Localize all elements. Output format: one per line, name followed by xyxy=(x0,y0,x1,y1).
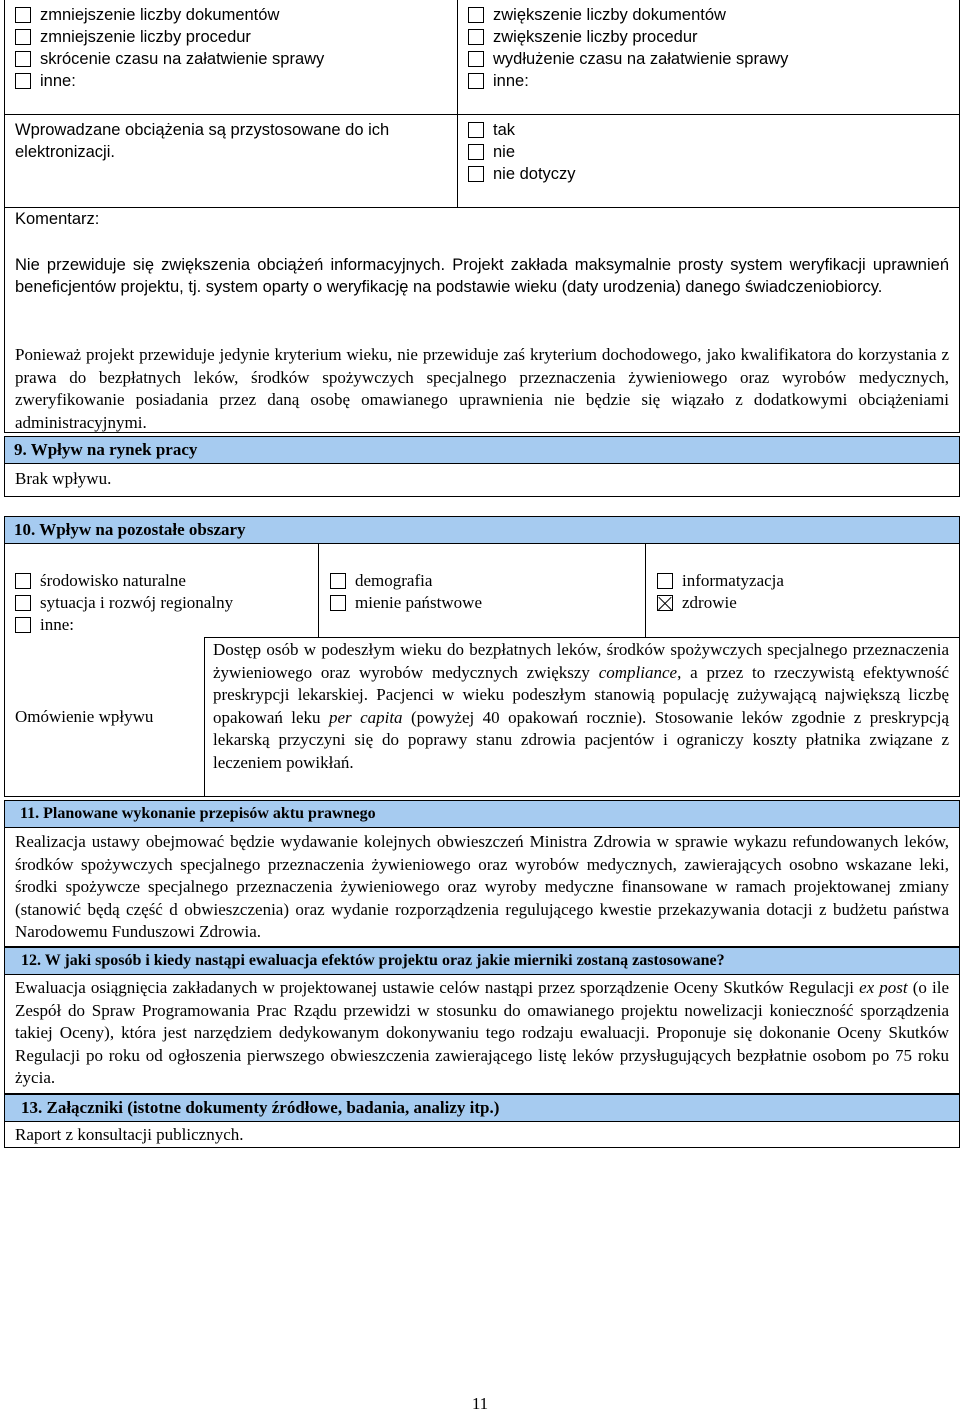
section-body xyxy=(4,463,960,497)
checkbox[interactable] xyxy=(468,144,484,160)
list-item[interactable]: skrócenie czasu na załatwienie sprawy xyxy=(15,48,455,70)
checkbox[interactable] xyxy=(15,617,31,633)
list-item[interactable]: nie dotyczy xyxy=(468,163,768,185)
comment-paragraph: Ponieważ projekt przewiduje jedynie kryterium wieku, nie przewiduje zaś kryterium dochodowego, jako kwalifikatora do korzystania z prawa do bezpłatnych leków, środków spożywczych specjalnego przeznaczenia żywieniowego oraz wyrobów medycznych, zweryfikowanie posiadania przez daną osobę omawianego uprawnienia nie będzie się wiązało z dodatkowymi obciążeniami administracyjnymi. xyxy=(15,345,949,432)
section-text: Ewaluacja osiągnięcia zakładanych w projektowanej ustawie celów nastąpi przez sporządzenie Oceny Skutków Regulacji ex post (o ile Zespół do Spraw Programowania Prac Rządu przewidzi w stosunku do omawianego projektu nowelizacji konieczność sporządzenia takiej Oceny), która jest narzędziem dedykowanym dokonywaniu tego rodzaju ewaluacji. Proponuje się dokonanie Oceny Skutków Regulacji po roku od ogłoszenia pierwszego obwieszczenia zawierającego listę leków przysługujących bezpłatnie osobom po 75 roku życia. xyxy=(15,978,949,1088)
list-item[interactable]: zdrowie xyxy=(657,592,947,614)
checkbox[interactable] xyxy=(15,51,31,67)
areas-column xyxy=(330,570,630,614)
table-divider-vertical xyxy=(457,0,458,208)
list-item[interactable]: zmniejszenie liczby procedur xyxy=(15,26,455,48)
areas-column xyxy=(657,570,947,614)
checkbox-checked[interactable] xyxy=(657,595,673,611)
checkbox[interactable] xyxy=(468,29,484,45)
right-effects-list xyxy=(468,4,948,92)
page-number: 11 xyxy=(471,1394,489,1413)
list-item[interactable]: inne: xyxy=(15,614,315,636)
electronization-answers xyxy=(468,119,768,185)
list-item[interactable]: inne: xyxy=(468,70,948,92)
list-item[interactable]: nie xyxy=(468,141,768,163)
checkbox[interactable] xyxy=(657,573,673,589)
section-text: Brak wpływu. xyxy=(15,469,112,488)
checkbox[interactable] xyxy=(15,595,31,611)
comment-paragraph: Nie przewiduje się zwiększenia obciążeń informacyjnych. Projekt zakłada maksymalnie prosty system weryfikacji uprawnień beneficjentów projektu, tj. system oparty o weryfikację na podstawie wieku (daty urodzenia) danego świadczeniobiorcy. xyxy=(15,256,949,296)
checkbox[interactable] xyxy=(15,73,31,89)
section-header: 9. Wpływ na rynek pracy xyxy=(4,436,960,464)
electronization-question: Wprowadzane obciążenia są przystosowane do ich elektronizacji. xyxy=(15,121,390,161)
checkbox[interactable] xyxy=(468,7,484,23)
checkbox[interactable] xyxy=(15,29,31,45)
list-item[interactable]: zmniejszenie liczby dokumentów xyxy=(15,4,455,26)
checkbox[interactable] xyxy=(15,7,31,23)
list-item[interactable]: środowisko naturalne xyxy=(15,570,315,592)
checkbox[interactable] xyxy=(15,573,31,589)
list-item[interactable]: demografia xyxy=(330,570,630,592)
list-item[interactable]: inne: xyxy=(15,70,455,92)
list-item[interactable]: tak xyxy=(468,119,768,141)
section-header: 12. W jaki sposób i kiedy nastąpi ewaluacja efektów projektu oraz jakie mierniki zostaną zastosowane? xyxy=(4,947,960,975)
checkbox[interactable] xyxy=(468,166,484,182)
table-divider-horizontal xyxy=(204,637,960,638)
comment-label: Komentarz: xyxy=(15,210,100,228)
table-divider-vertical xyxy=(204,637,205,797)
areas-column xyxy=(15,570,315,636)
section-header: 10. Wpływ na pozostałe obszary xyxy=(4,516,960,544)
table-divider-horizontal xyxy=(4,114,960,115)
checkbox[interactable] xyxy=(330,573,346,589)
list-item[interactable]: wydłużenie czasu na załatwienie sprawy xyxy=(468,48,948,70)
list-item[interactable]: informatyzacja xyxy=(657,570,947,592)
table-divider-vertical xyxy=(645,543,646,638)
list-item[interactable]: mienie państwowe xyxy=(330,592,630,614)
left-effects-list xyxy=(15,4,455,92)
section-text: Realizacja ustawy obejmować będzie wydawanie kolejnych obwieszczeń Ministra Zdrowia w sprawie wykazu refundowanych leków, środków spożywczych specjalnego przeznaczenia żywieniowego oraz wyrobów medycznych, zawierających osobno wskazane leki, środki spożywcze specjalnego przeznaczenia żywieniowego oraz wyroby medyczne finansowane w ramach projektowanej zmiany (stanowić będą część d obwieszczenia) oraz wydanie rozporządzenia regulującego kwestie przekazywania dotacji z budżetu państwa Narodowemu Funduszowi Zdrowia. xyxy=(15,832,949,942)
list-item[interactable]: zwiększenie liczby dokumentów xyxy=(468,4,948,26)
checkbox[interactable] xyxy=(330,595,346,611)
table-divider-vertical xyxy=(318,543,319,638)
checkbox[interactable] xyxy=(468,51,484,67)
section-header: 11. Planowane wykonanie przepisów aktu prawnego xyxy=(4,800,960,828)
list-item[interactable]: zwiększenie liczby procedur xyxy=(468,26,948,48)
checkbox[interactable] xyxy=(468,122,484,138)
impact-label: Omówienie wpływu xyxy=(15,707,154,726)
section-text: Raport z konsultacji publicznych. xyxy=(15,1125,244,1144)
list-item[interactable]: sytuacja i rozwój regionalny xyxy=(15,592,315,614)
checkbox[interactable] xyxy=(468,73,484,89)
section-header: 13. Załączniki (istotne dokumenty źródłowe, badania, analizy itp.) xyxy=(4,1094,960,1122)
impact-text: Dostęp osób w podeszłym wieku do bezpłatnych leków, środków spożywczych specjalnego przeznaczenia żywieniowego oraz wyrobów medycznych zwiększy compliance, a przez to rzeczywistą efektywność preskrypcji lekarskiej. Pacjenci w wieku podeszłym stanowią populację zużywającą największą liczbę opakowań leku per capita (powyżej 40 opakowań rocznie). Stosowanie leków zgodnie z preskrypcją lekarską przyczyni się do poprawy stanu zdrowia pacjentów i ograniczy koszty płatnika związane z leczeniem powikłań. xyxy=(213,640,949,772)
